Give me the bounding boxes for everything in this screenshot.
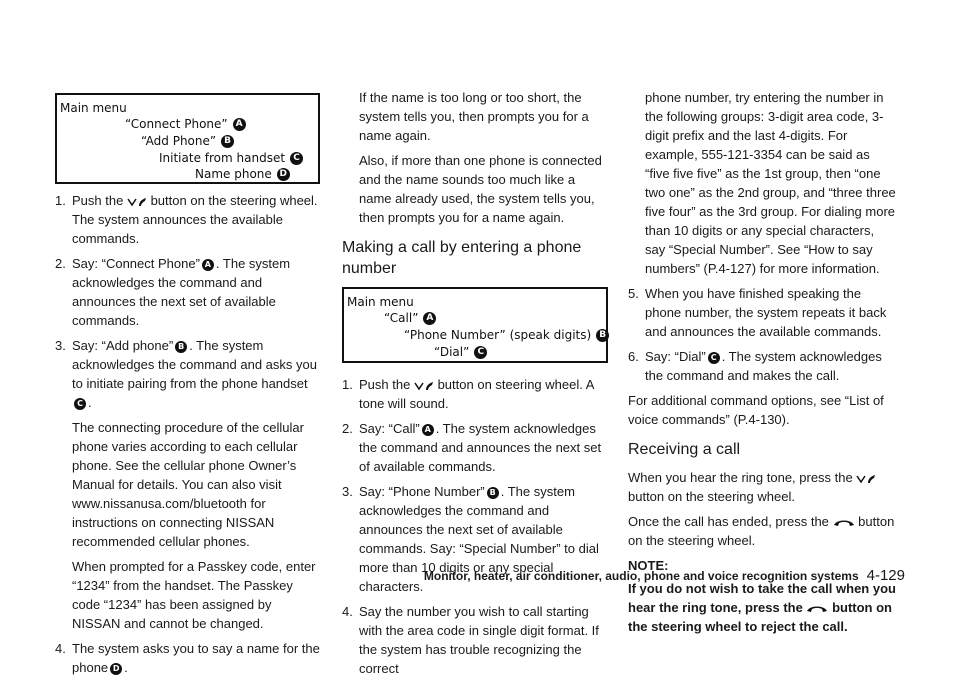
- section-heading-receiving-call: Receiving a call: [628, 441, 741, 458]
- phone-talk-icon: [127, 197, 147, 207]
- page-footer: [390, 567, 905, 587]
- badge-b-icon: B: [175, 341, 187, 353]
- badge-c-icon: C: [74, 398, 86, 410]
- step-2: 2. Say: “Connect Phone” A . The system acknowledges the command and announces the next set of available commands.: [55, 256, 291, 328]
- passkey-paragraph: When prompted for a Passkey code, enter “1234” from the handset. The Passkey code “1234” has been assigned by NISSAN and cannot be changed.: [72, 559, 316, 631]
- section-heading-making-call: Making a call by entering a phone number: [342, 239, 582, 277]
- step-3: 3. Say: “Phone Number” B . The system acknowledges the command and announces the next set of available commands. Say: “Special Number” to dial more than 10 digits or any special characters.: [342, 484, 599, 594]
- figure-item-call: “Call” A: [384, 309, 438, 328]
- figure-item-add-phone: “Add Phone” B: [141, 132, 236, 151]
- badge-d-icon: D: [277, 168, 290, 181]
- step-1: 1. Push the button on steering wheel. A tone will sound.: [342, 377, 594, 411]
- phone-talk-icon: [414, 381, 434, 391]
- note-label: NOTE:: [628, 558, 669, 573]
- badge-a-icon: A: [423, 312, 436, 325]
- figure-menu-title: Main menu: [347, 295, 414, 309]
- figure-item-connect-phone: “Connect Phone” A: [125, 115, 248, 134]
- phone-hangup-icon: [806, 604, 828, 613]
- additional-commands-paragraph: For additional command options, see “List of voice commands” (P.4-130).: [628, 393, 884, 427]
- connect-procedure-paragraph: The connecting procedure of the cellular phone varies according to each cellular phone. See the cellular phone Owner’s Manual for details. You can also visit www.nissanusa.com/bluetooth for instructions on connecting NISSAN recommended cellular phones.: [72, 420, 304, 549]
- name-length-paragraph: If the name is too long or too short, the system tells you, then prompts you for a name again.: [359, 90, 589, 143]
- step-2: 2. Say: “Call” A . The system acknowledges the command and announces the next set of available commands.: [342, 421, 602, 474]
- step-6: 6. Say: “Dial” C . The system acknowledges the command and makes the call.: [628, 349, 882, 383]
- step-4: 4. The system asks you to say a name for the phone D .: [55, 641, 320, 675]
- figure-item-initiate-handset: Initiate from handset C: [159, 149, 305, 168]
- figure-item-dial: “Dial” C: [434, 343, 489, 362]
- badge-c-icon: C: [474, 346, 487, 359]
- footer-section-title: Monitor, heater, air conditioner, audio, phone and voice recognition systems: [423, 569, 859, 583]
- badge-b-icon: B: [221, 135, 234, 148]
- badge-a-icon: A: [422, 424, 434, 436]
- figure-item-phone-number: “Phone Number” (speak digits) B: [404, 326, 611, 345]
- number-groups-paragraph: phone number, try entering the number in the following groups: 3-digit area code, 3-digit prefix and the last 4-digits. For example, 555-121-3354 can be said as “five five five” as the 1st group, then “one two one” as the 2nd group, and “three three five four” as the 3rd group. For dialing more than 10 digits or any special characters, say “Special Number”. See “How to say numbers” (P.4-127) for more information.: [645, 90, 896, 276]
- badge-b-icon: B: [596, 329, 609, 342]
- note-paragraph: If you do not wish to take the call when you hear the ring tone, press the button on the steering wheel to reject the call.: [628, 581, 896, 634]
- badge-d-icon: D: [110, 663, 122, 675]
- page-number: 4-129: [866, 567, 905, 584]
- phone-hangup-icon: [833, 518, 855, 527]
- menu-figure-call: [342, 287, 608, 363]
- column-1: [55, 0, 320, 683]
- step-5: 5. When you have finished speaking the phone number, the system repeats it back and announces the available commands.: [628, 286, 887, 339]
- step-1: 1. Push the button on the steering wheel. The system announces the available commands.: [55, 193, 318, 246]
- figure-menu-title: Main menu: [60, 101, 127, 115]
- multiple-phones-paragraph: Also, if more than one phone is connected and the name sounds too much like a name already used, the system tells you, then prompts you for a name again.: [359, 153, 602, 225]
- badge-b-icon: B: [487, 487, 499, 499]
- badge-c-icon: C: [290, 152, 303, 165]
- figure-item-name-phone: Name phone D: [195, 165, 292, 184]
- column-3: [628, 0, 896, 642]
- step-4: 4. Say the number you wish to call starting with the area code in single digit format. If the system has trouble recognizing the correct: [342, 604, 599, 676]
- step-3: 3. Say: “Add phone” B . The system acknowledges the command and asks you to initiate pairing from the phone handsetC .: [55, 338, 317, 410]
- badge-a-icon: A: [233, 118, 246, 131]
- receive-call-paragraph: When you hear the ring tone, press the button on the steering wheel.: [628, 468, 896, 506]
- badge-c-icon: C: [708, 352, 720, 364]
- end-call-paragraph: Once the call has ended, press the button on the steering wheel.: [628, 514, 895, 548]
- badge-a-icon: A: [202, 259, 214, 271]
- menu-figure-connect-phone: [55, 93, 320, 184]
- phone-talk-icon: [856, 474, 876, 484]
